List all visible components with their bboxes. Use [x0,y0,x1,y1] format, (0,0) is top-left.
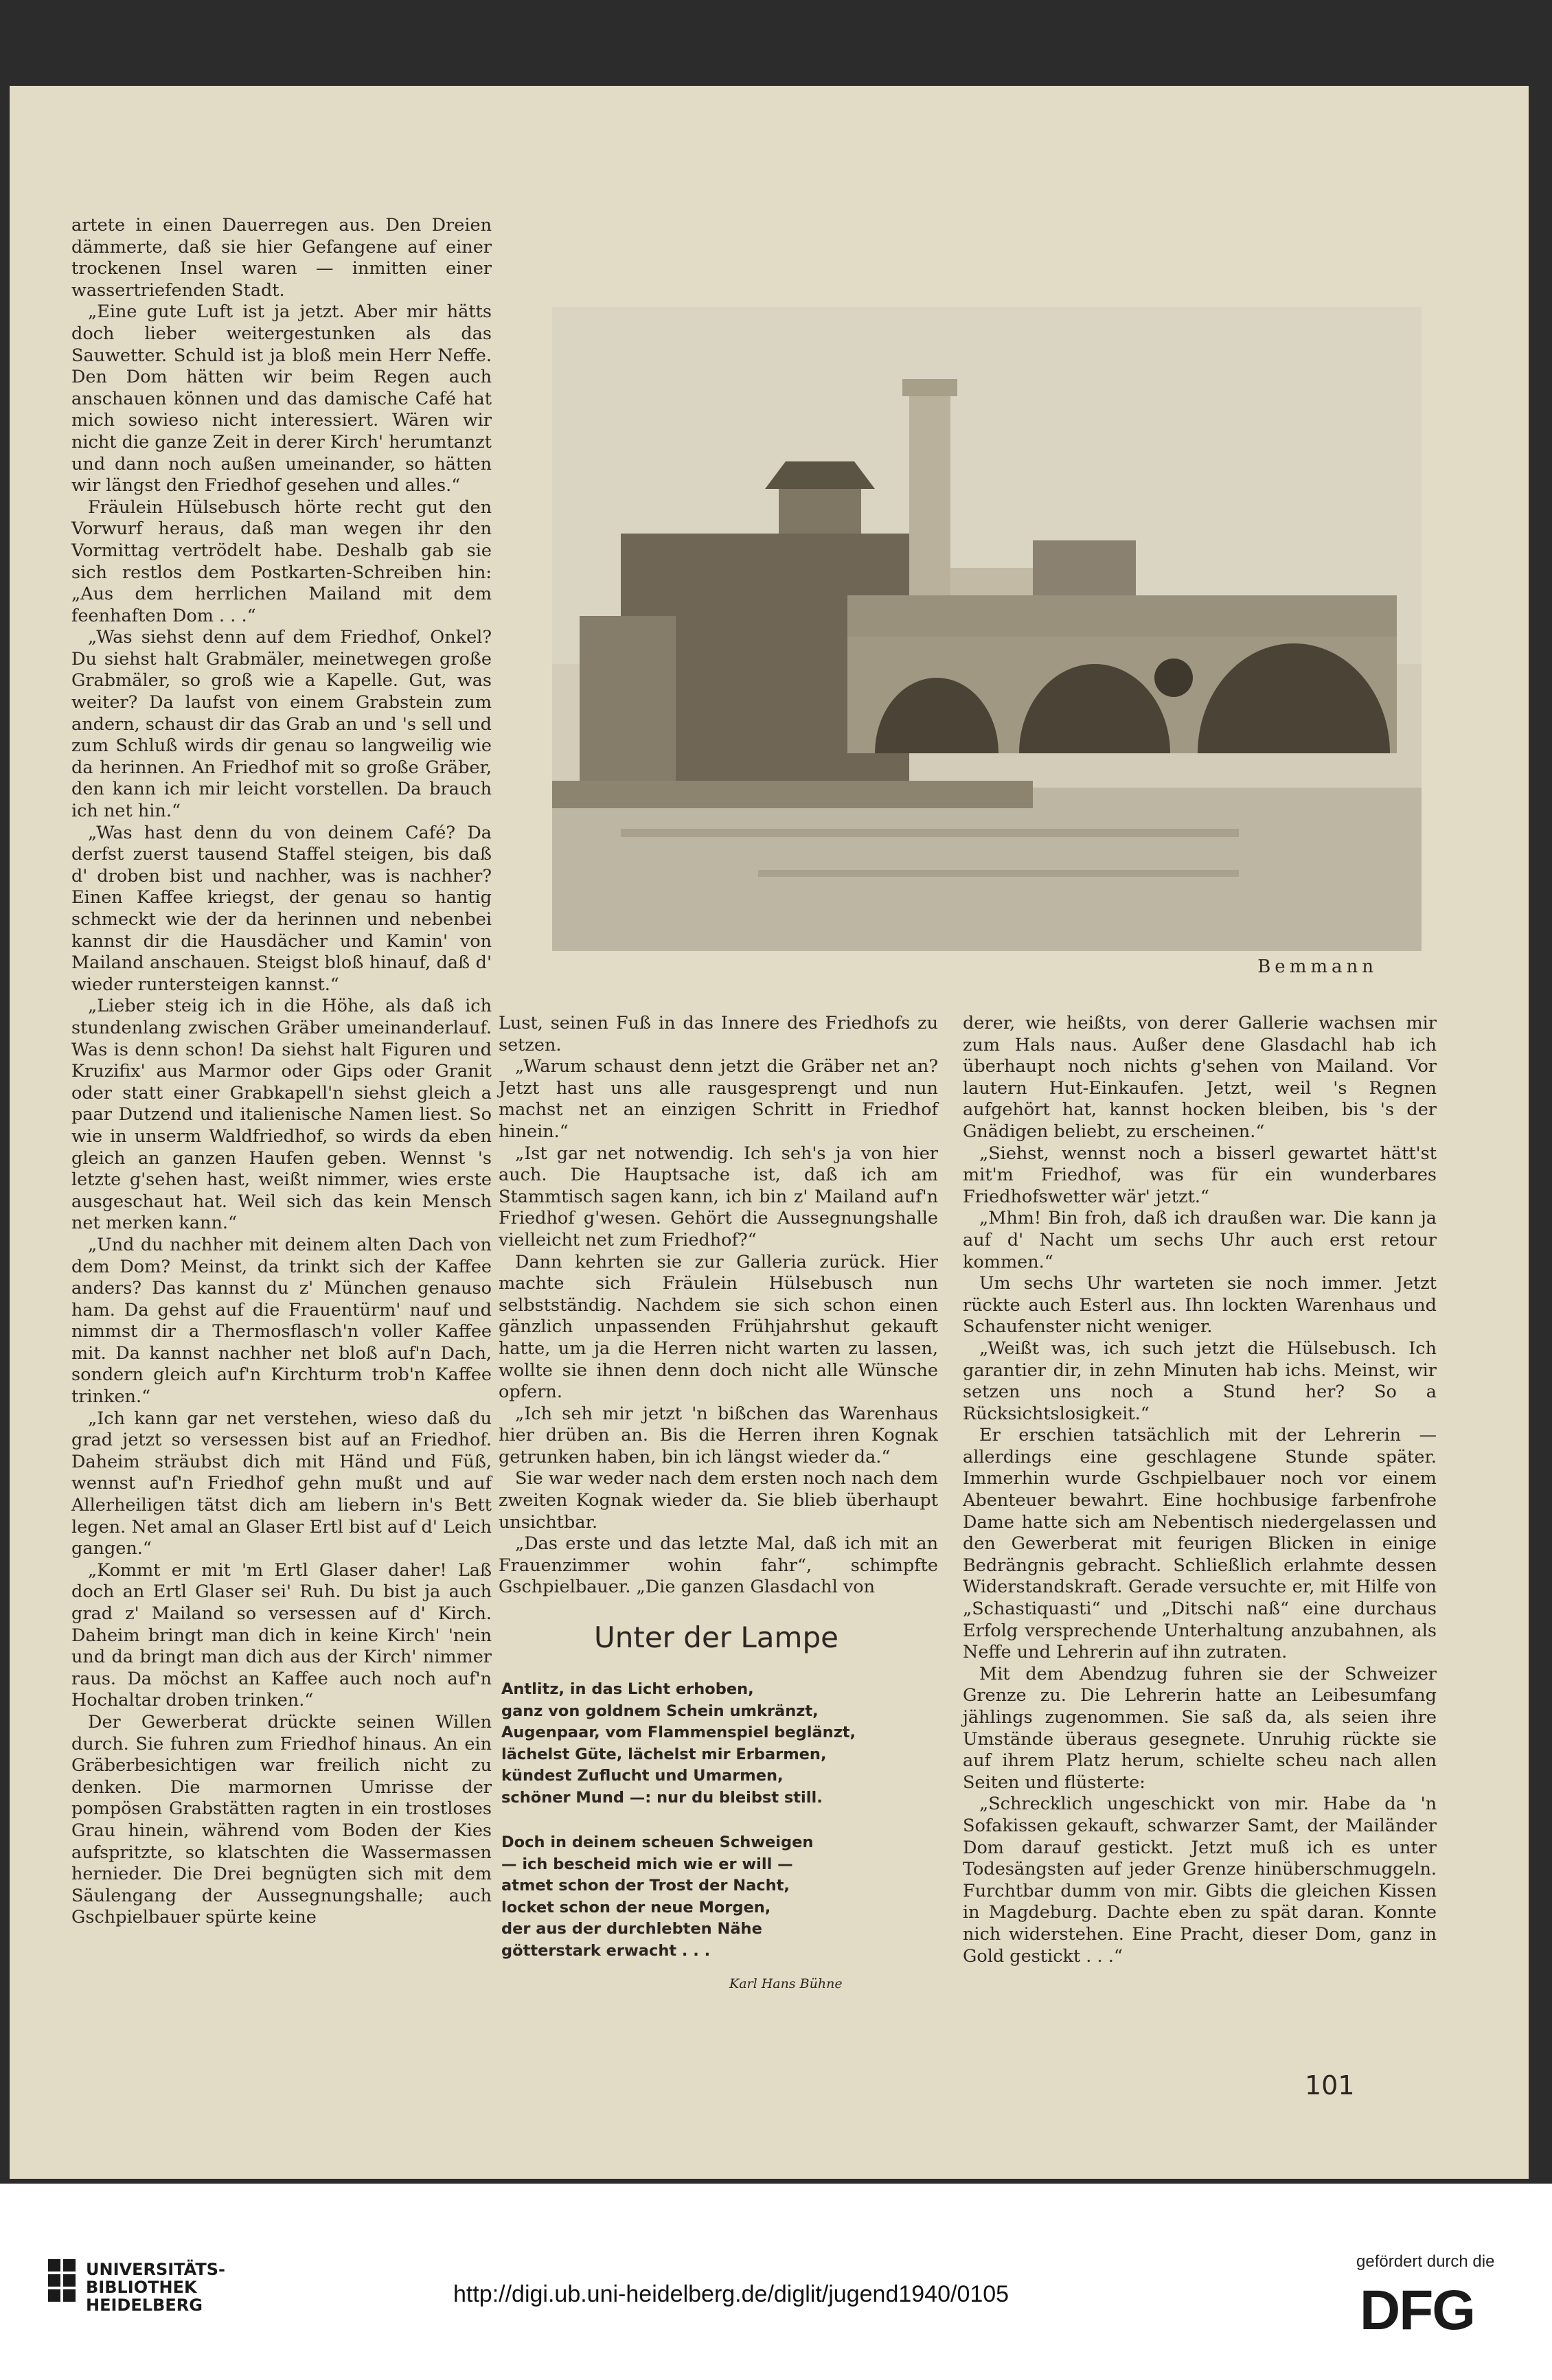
paragraph: „Schrecklich ungeschickt von mir. Habe da 'n Sofakissen gekauft, schwarzer Samt, der Mailänder Dom darauf gestickt. Jetzt muß ich es unter Todesängsten auf jeder Grenze hinüberschmuggeln. Furchtbar dumm von mir. Gibts die gleichen Kissen in Magdeburg. Dachte eben zu spät daran. Konnte nich widerstehen. Eine Pracht, dieser Dom, ganz in Gold gestickt . . .“ [963,1794,1437,1967]
paragraph: Mit dem Abendzug fuhren sie der Schweizer Grenze zu. Die Lehrerin hatte an Leibesumfang jählings zugenommen. Sie saß da, als seien ihre Umstände überaus gesegnete. Unruhig rückte sie auf ihrem Platz herum, schielte scheu nach allen Seiten und flüsterte: [963,1663,1437,1793]
paragraph: artete in einen Dauerregen aus. Den Dreien dämmerte, daß sie hier Gefangene auf einer trockenen Insel waren — inmitten einer wassertriefenden Stadt. [71,215,492,301]
poem-title: Unter der Lampe [594,1621,838,1654]
page-number: 101 [1305,2070,1355,2101]
poem-stanza [501,1832,934,1962]
paragraph: „Ist gar net notwendig. Ich seh's ja von hier auch. Die Hauptsache ist, daß ich am Stammtisch sagen kann, ich bin z' Mailand auf'n Friedhof g'wesen. Gehört die Aussegnungshalle vielleicht net zum Friedhof?“ [499,1143,938,1250]
poem-line: Antlitz, in das Licht erhoben, [501,1680,754,1698]
middle-text-column [499,1013,938,1599]
bridge-illustration [552,307,1422,951]
poem-author: Karl Hans Bühne [729,1976,843,1991]
paragraph: „Siehst, wennst noch a bisserl gewartet hätt'st mit'm Friedhof, was für ein wunderbares Friedhofswetter wär' jetzt.“ [963,1143,1437,1207]
bridge-drawing [552,307,1422,951]
dfg-logo: DFG [1360,2279,1475,2342]
paragraph: „Ich seh mir jetzt 'n bißchen das Warenhaus hier drüben an. Bis die Herren ihren Kognak getrunken haben, bin ich längst wieder da.“ [499,1403,938,1467]
poem [501,1679,934,1985]
poem-line: Augenpaar, vom Flammenspiel beglänzt, [501,1724,856,1741]
paragraph: „Kommt er mit 'm Ertl Glaser daher! Laß doch an Ertl Glaser sei' Ruh. Du bist ja auch grad z' Mailand so versessen auf d' Kirch. Daheim bringt man dich in keine Kirch' 'nein und da bringt man dich aus der Kirch' nimmer raus. Da möchst an Kaffee auch noch auf'n Hochaltar droben trinken.“ [71,1559,492,1711]
paragraph: „Was hast denn du von deinem Café? Da derfst zuerst tausend Staffel steigen, bis daß d' droben bist und nachher, was is nachher? Einen Kaffee kriegst, der genau so hantig schmeckt wie der da herinnen und nebenbei kannst dir die Hausdächer und Kamin' von Mailand anschauen. Steigst bloß hinauf, daß d' wieder runtersteigen kannst.“ [71,822,492,995]
paragraph: Um sechs Uhr warteten sie noch immer. Jetzt rückte auch Esterl aus. Ihn lockten Warenhaus und Schaufenster nicht weniger. [963,1273,1437,1338]
library-name-line: BIBLIOTHEK [86,2278,197,2297]
paragraph: derer, wie heißts, von derer Gallerie wachsen mir zum Hals naus. Außer dene Glasdachl hab ich überhaupt noch nichts g'sehen von Mailand. Vor lautern Hut-Einkaufen. Jetzt, weil 's Regnen aufgehört hat, kannst hocken bleiben, bis 's der Gnädigen beliebt, zu erscheinen.“ [963,1013,1437,1142]
paragraph: „Und du nachher mit deinem alten Dach von dem Dom? Meinst, da trinkt sich der Kaffee anders? Das kannst du z' München genauso ham. Da gehst auf die Frauentürm' nauf und nimmst dir a Thermosflasch'n voller Kaffee mit. Da kannst nachher net bloß auf'n Dach, sondern gleich auf'n Kirchturm trob'n Kaffee trinken.“ [71,1234,492,1408]
poem-line: götterstark erwacht . . . [501,1941,711,1960]
poem-line: Doch in deinem scheuen Schweigen [501,1833,814,1851]
poem-line: ganz von goldnem Schein umkränzt, [501,1702,819,1720]
funding-label: gefördert durch die [1356,2252,1495,2271]
poem-line: atmet schon der Trost der Nacht, [501,1877,790,1895]
poem-line: kündest Zuflucht und Umarmen, [501,1767,784,1785]
right-text-column [963,1013,1437,1967]
poem-line: locket schon der neue Morgen, [501,1898,771,1916]
library-name-line: HEIDELBERG [86,2296,203,2315]
image-credit: Bemmann [1257,957,1378,977]
university-library-logo-icon [48,2259,76,2314]
left-text-column [71,215,492,1929]
paragraph: „Lieber steig ich in die Höhe, als daß ich stundenlang zwischen Gräber umeinanderlauf. Was is denn schon! Da siehst halt Figuren und Kruzifix' aus Marmor oder Gips oder Granit oder statt einer Grabkapell'n siehst gleich a paar Dutzend und italienische Namen liest. So wie in unserm Waldfriedhof, so wirds da eben gleich an ganzen Haufen geben. Wennst 's letzte g'sehen hast, weißt nimmer, wies erste ausgeschaut hat. Weil sich das kein Mensch net merken kann.“ [71,996,492,1234]
paragraph: Lust, seinen Fuß in das Innere des Friedhofs zu setzen. [499,1013,938,1055]
paragraph: Der Gewerberat drückte seinen Willen durch. Sie fuhren zum Friedhof hinaus. An ein Gräberbesichtigen war freilich nicht zu denken. Die marmornen Umrisse der pompösen Grabstätten ragten in ein trostloses Grau hinein, während vom Boden der Kies aufspritzte, so klatschten die Wassermassen hernieder. Die Drei begnügten sich mit dem Säulengang der Aussegnungshalle; auch Gschpielbauer spürte keine [71,1711,492,1928]
source-url-link[interactable]: http://digi.ub.uni-heidelberg.de/diglit/jugend1940/0105 [453,2281,1009,2307]
poem-line: lächelst Güte, lächelst mir Erbarmen, [501,1745,827,1763]
paragraph: „Weißt was, ich such jetzt die Hülsebusch. Ich garantier dir, in zehn Minuten hab ichs. Meinst, wir setzen uns noch a Stund her? So a Rücksichtslosigkeit.“ [963,1338,1437,1424]
paragraph: „Ich kann gar net verstehen, wieso daß du grad jetzt so versessen bist auf an Friedhof. Daheim sträubst dich mit Händ und Füß, wennst auf'n Friedhof gehn mußt und auf Allerheiligen tätst dich am liebern in's Bett legen. Net amal an Glaser Ertl bist auf d' Leich gangen.“ [71,1408,492,1559]
paragraph: „Mhm! Bin froh, daß ich draußen war. Die kann ja auf d' Nacht um sechs Uhr auch erst retour kommen.“ [963,1208,1437,1272]
paragraph: Sie war weder nach dem ersten noch nach dem zweiten Kognak wieder da. Sie blieb überhaupt unsichtbar. [499,1468,938,1533]
library-name-line: UNIVERSITÄTS- [86,2260,226,2279]
library-name [86,2261,225,2314]
paragraph: „Warum schaust denn jetzt die Gräber net an? Jetzt hast uns alle rausgesprengt und nun machst net an einzigen Schritt in Friedhof hinein.“ [499,1056,938,1142]
paragraph: Fräulein Hülsebusch hörte recht gut den Vorwurf heraus, daß man wegen ihr den Vormittag vertrödelt habe. Deshalb gab sie sich restlos dem Postkarten-Schreiben hin: „Aus dem herrlichen Mailand mit dem feenhaften Dom . . .“ [71,496,492,626]
poem-stanza [501,1679,934,1809]
paragraph: Er erschien tatsächlich mit der Lehrerin — allerdings eine geschlagene Stunde später. Immerhin wurde Gschpielbauer noch vor einem Abenteuer bewahrt. Eine hochbusige farbenfrohe Dame hatte sich am Nebentisch niedergelassen und den Gewerberat mit feurigen Blicken in einige Bedrängnis gebracht. Schließlich erlahmte dessen Widerstandskraft. Gerade versuchte er, mit Hilfe von „Schastiquasti“ und „Ditschi naß“ eine durchaus Erfolg versprechende Unterhaltung anzubahnen, als Neffe und Lehrerin auf ihn zutraten. [963,1425,1437,1663]
poem-line: der aus der durchlebten Nähe [501,1920,762,1938]
paragraph: Dann kehrten sie zur Galleria zurück. Hier machte sich Fräulein Hülsebusch nun selbstständig. Nachdem sie sich schon einen gänzlich unpassenden Frühjahrshut gekauft hatte, um ja die Herren nicht warten zu lassen, wollte sie ihnen denn doch nicht alle Wünsche opfern. [499,1251,938,1403]
paragraph: „Das erste und das letzte Mal, daß ich mit an Frauenzimmer wohin fahr“, schimpfte Gschpielbauer. „Die ganzen Glasdachl von [499,1533,938,1598]
poem-line: schöner Mund —: nur du bleibst still. [501,1788,823,1807]
paragraph: „Was siehst denn auf dem Friedhof, Onkel? Du siehst halt Grabmäler, meinetwegen große Grabmäler, so groß wie a Kapelle. Gut, was weiter? Da laufst von einem Grabstein zum andern, schaust dir das Grab an und 's sell und zum Schluß wirds dir genau so langweilig wie da herinnen. An Friedhof mit so große Gräber, den kann ich mir leicht vorstellen. Da brauch ich net hin.“ [71,627,492,822]
paragraph: „Eine gute Luft ist ja jetzt. Aber mir hätts doch lieber weitergestunken als das Sauwetter. Schuld ist ja bloß mein Herr Neffe. Den Dom hätten wir beim Regen auch anschauen können und das damische Café hat mich sowieso nicht interessiert. Wären wir nicht die ganze Zeit in derer Kirch' herumtanzt und dann noch außen umeinander, so hätten wir längst den Friedhof gesehen und alles.“ [71,301,492,496]
poem-line: — ich bescheid mich wie er will — [501,1855,793,1873]
